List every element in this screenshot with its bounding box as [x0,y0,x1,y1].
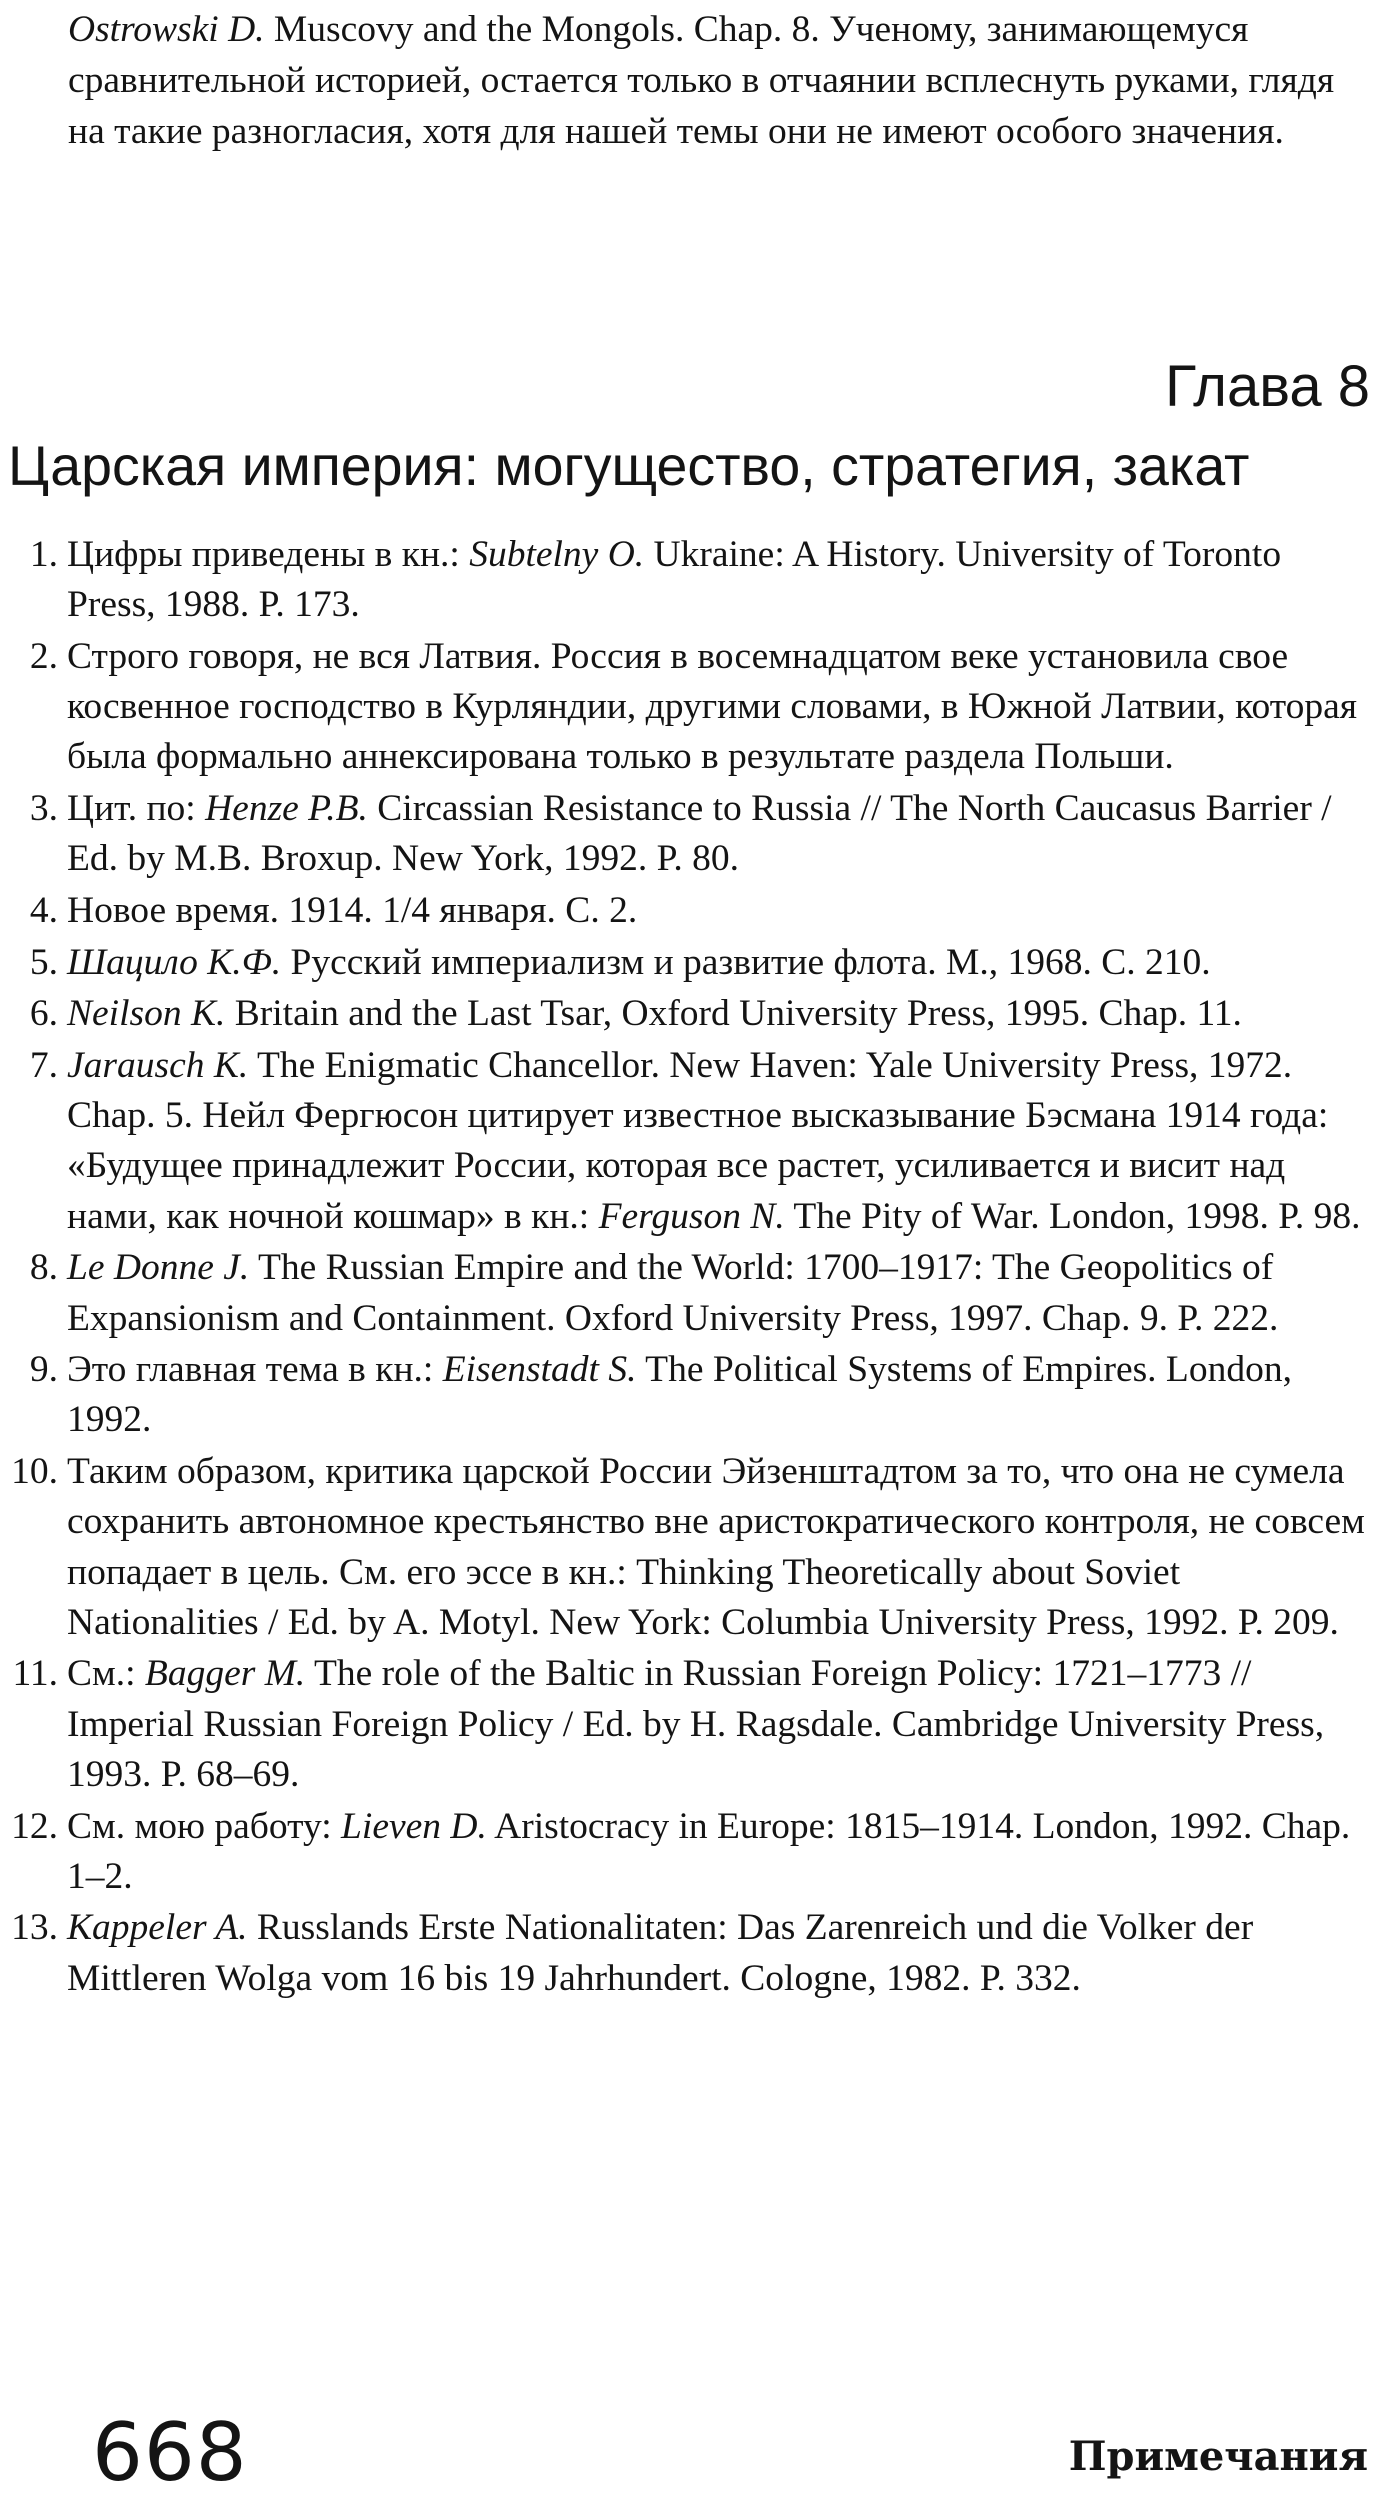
note-number: 8. [29,1247,58,1289]
note-author: Kappeler A. [67,1907,248,1949]
note-text-plain: Britain and the Last Tsar, Oxford University Press, 1995. Chap. 11. [225,993,1242,1035]
note-item [0,632,1367,783]
note-item [0,938,1367,988]
note-text [67,632,1367,783]
note-text [67,989,1367,1039]
note-text-plain: The Enigmatic Chancellor. New Haven: Yale University Press, 1972. Chap. 5. Нейл Фергюсон цитирует известное высказывание Бэсмана 1914 года: «Будущее принадлежит России, которая все растет, усиливается и висит над нами, как ночной кошмар» в кн.: [67,1045,1329,1237]
note-text [67,1903,1367,2003]
note-text-plain: Цит. по: [67,788,206,830]
note-text-plain: Русский империализм и развитие флота. М., 1968. С. 210. [281,941,1211,983]
note-text-plain: The Russian Empire and the World: 1700–1917: The Geopolitics of Expansionism and Containment. Oxford University Press, 1997. Chap. 9. P. 222. [67,1247,1279,1339]
note-number: 12. [11,1805,58,1847]
note-item [0,1903,1367,2003]
note-number: 9. [29,1349,58,1391]
note-text [67,1243,1367,1343]
note-item [0,784,1367,884]
note-text [67,1041,1367,1242]
note-number: 3. [29,788,58,830]
running-footer: Примечания [1068,2433,1368,2480]
note-text [67,886,1367,936]
note-text-plain: Это главная тема в кн.: [67,1349,443,1391]
note-text [67,1649,1367,1800]
note-author: Henze P.B. [205,788,368,830]
page-number: 668 [92,2406,248,2499]
note-author: Subtelny O. [469,534,645,575]
note-text-plain: The Pity of War. London, 1998. P. 98. [784,1195,1361,1237]
note-text-plain: Цифры приведены в кн.: [67,534,470,575]
note-number: 4. [29,889,58,931]
note-author: Bagger M. [144,1653,306,1695]
chapter-title: Царская империя: могущество, стратегия, закат [8,435,1250,497]
note-number: 11. [12,1653,58,1695]
carry-over-note [68,4,1358,157]
note-author: Ferguson N. [598,1195,785,1237]
note-number: 1. [29,534,58,575]
note-number: 7. [29,1045,58,1087]
note-text-plain: См.: [67,1653,145,1695]
note-number: 2. [29,635,58,677]
note-body: Muscovy and the Mongols. Chap. 8. Ученому, занимающемуся сравнительной историей, остается только в отчаянии всплеснуть руками, глядя на такие разногласия, хотя для нашей темы они не имеют особого значения. [68,9,1335,152]
note-item [0,1345,1367,1445]
note-item [0,989,1367,1039]
note-text [67,784,1367,884]
note-item [0,1041,1367,1242]
note-item [0,886,1367,936]
note-item [0,1649,1367,1800]
note-author: Le Donne J. [67,1247,250,1289]
note-text [67,1345,1367,1445]
note-item [0,1802,1367,1902]
note-text-plain: См. мою работу: [67,1805,342,1847]
note-author: Ostrowski D. [68,9,265,50]
note-text-plain: The role of the Baltic in Russian Foreign Policy: 1721–1773 // Imperial Russian Foreign Policy / Ed. by H. Ragsdale. Cambridge University Press, 1993. P. 68–69. [67,1653,1325,1795]
note-author: Шацило К.Ф. [67,941,282,983]
note-text [67,1447,1367,1648]
notes-list [0,530,1398,2005]
note-text-plain: Aristocracy in Europe: 1815–1914. London, 1992. Chap. 1–2. [67,1805,1351,1897]
note-item [0,1243,1367,1343]
note-item [0,530,1367,630]
note-text-plain: Russlands Erste Nationalitaten: Das Zarenreich und die Volker der Mittleren Wolga vom 16 bis 19 Jahrhundert. Cologne, 1982. P. 332. [67,1907,1254,1999]
note-text-plain: Таким образом, критика царской России Эйзенштадтом за то, что она не сумела сохранить автономное крестьянство вне аристократического контроля, не совсем попадает в цель. См. его эссе в кн.: Thinking Theoretically about Soviet Nationalities / Ed. by A. Motyl. New York: Columbia University Press, 1992. P. 209. [67,1451,1365,1643]
note-text-plain: Новое время. 1914. 1/4 января. С. 2. [67,889,638,931]
note-text-plain: Ukraine: A History. University of Toronto Press, 1988. P. 173. [67,534,1282,626]
note-text-plain: The Political Systems of Empires. London, 1992. [67,1349,1292,1441]
note-item [0,1447,1367,1648]
chapter-label: Глава 8 [1164,354,1370,419]
note-text [67,1802,1367,1902]
note-number: 13. [11,1907,58,1949]
note-number: 5. [29,941,58,983]
note-number: 6. [29,993,58,1035]
note-text [67,530,1367,630]
note-number: 10. [11,1451,58,1493]
note-author: Neilson K. [67,993,226,1035]
note-text [67,938,1367,988]
note-author: Lieven D. [341,1805,487,1847]
note-author: Jarausch K. [67,1045,249,1087]
note-text-plain: Строго говоря, не вся Латвия. Россия в восемнадцатом веке установила свое косвенное господство в Курляндии, другими словами, в Южной Латвии, которая была формально аннексирована только в результате раздела Польши. [67,635,1358,778]
note-author: Eisenstadt S. [442,1349,637,1391]
note-text-plain: Circassian Resistance to Russia // The North Caucasus Barrier / Ed. by M.B. Broxup. New York, 1992. P. 80. [67,788,1332,880]
